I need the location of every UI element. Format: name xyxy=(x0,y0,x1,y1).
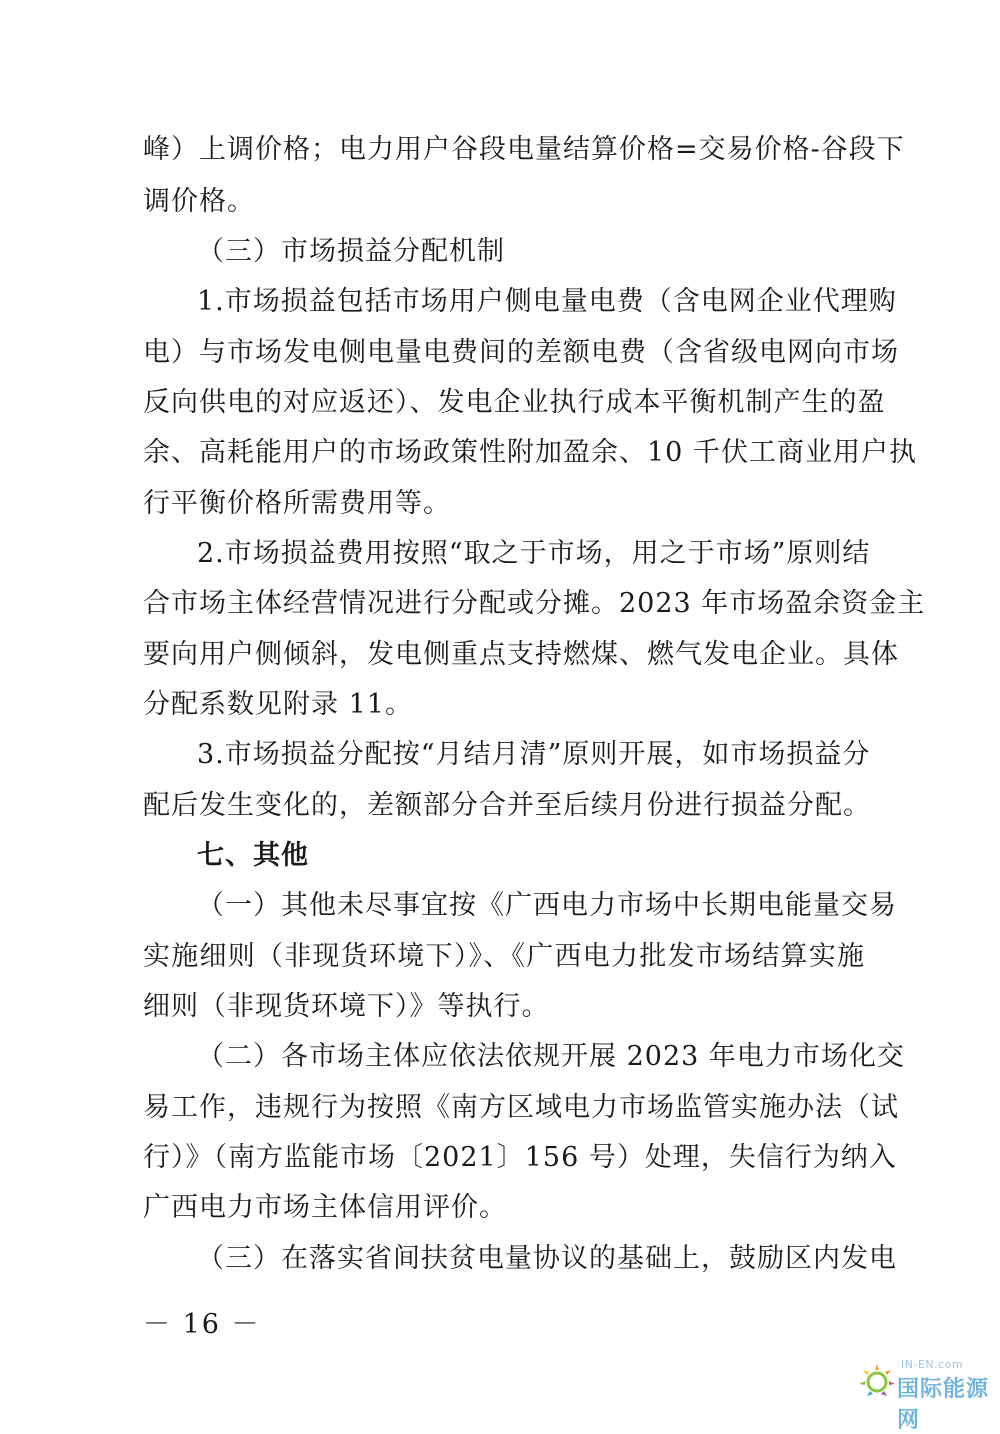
text-line-17: 实施细则（非现货环境下）》、《广西电力批发市场结算实施 xyxy=(143,941,865,972)
text-line-11: 要向用户侧倾斜，发电侧重点支持燃煤、燃气发电企业。具体 xyxy=(143,639,899,670)
text-line-8: 行平衡价格所需费用等。 xyxy=(143,488,451,519)
text-line-5: 电）与市场发电侧电量电费间的差额电费（含省级电网向市场 xyxy=(143,337,899,368)
text-line-18: 细则（非现货环境下）》等执行。 xyxy=(143,991,550,1022)
text-line-16: （一）其他未尽事宜按《广西电力市场中长期电能量交易 xyxy=(197,890,897,921)
page-number: － 16 － xyxy=(143,1309,261,1340)
section-heading-3: （三）市场损益分配机制 xyxy=(197,236,505,267)
brand-cn-text: 国际能源网 xyxy=(897,1377,990,1433)
text-line-12: 分配系数见附录 11。 xyxy=(143,689,413,720)
text-line-4: 1.市场损益包括市场用户侧电量电费（含电网企业代理购 xyxy=(197,286,897,317)
text-line-23: （三）在落实省间扶贫电量协议的基础上，鼓励区内发电 xyxy=(197,1243,897,1274)
text-line-14: 配后发生变化的，差额部分合并至后续月份进行损益分配。 xyxy=(143,790,871,821)
text-line-21: 行）》（南方监能市场〔2021〕156 号）处理，失信行为纳入 xyxy=(143,1142,897,1173)
text-line-9: 2.市场损益费用按照“取之于市场，用之于市场”原则结 xyxy=(197,538,871,569)
sun-logo-icon xyxy=(855,1358,899,1402)
text-line-6: 反向供电的对应返还）、发电企业执行成本平衡机制产生的盈 xyxy=(143,387,886,418)
watermark-logo xyxy=(855,1352,995,1433)
chapter-heading-other: 七、其他 xyxy=(197,840,309,871)
text-line-7: 余、高耗能用户的市场政策性附加盈余、10 千伏工商业用户执 xyxy=(143,437,917,468)
text-line-22: 广西电力市场主体信用评价。 xyxy=(143,1192,507,1223)
text-line-10: 合市场主体经营情况进行分配或分摊。2023 年市场盈余资金主 xyxy=(143,588,926,619)
text-line-13: 3.市场损益分配按“月结月清”原则开展，如市场损益分 xyxy=(197,739,871,770)
text-line-19: （二）各市场主体应依法依规开展 2023 年电力市场化交 xyxy=(197,1041,905,1072)
text-line-20: 易工作，违规行为按照《南方区域电力市场监管实施办法（试 xyxy=(143,1092,899,1123)
text-line-2: 调价格。 xyxy=(143,186,255,217)
text-line-1: 峰）上调价格；电力用户谷段电量结算价格=交易价格-谷段下 xyxy=(143,134,905,165)
brand-en-text: IN-EN.com xyxy=(901,1358,964,1371)
